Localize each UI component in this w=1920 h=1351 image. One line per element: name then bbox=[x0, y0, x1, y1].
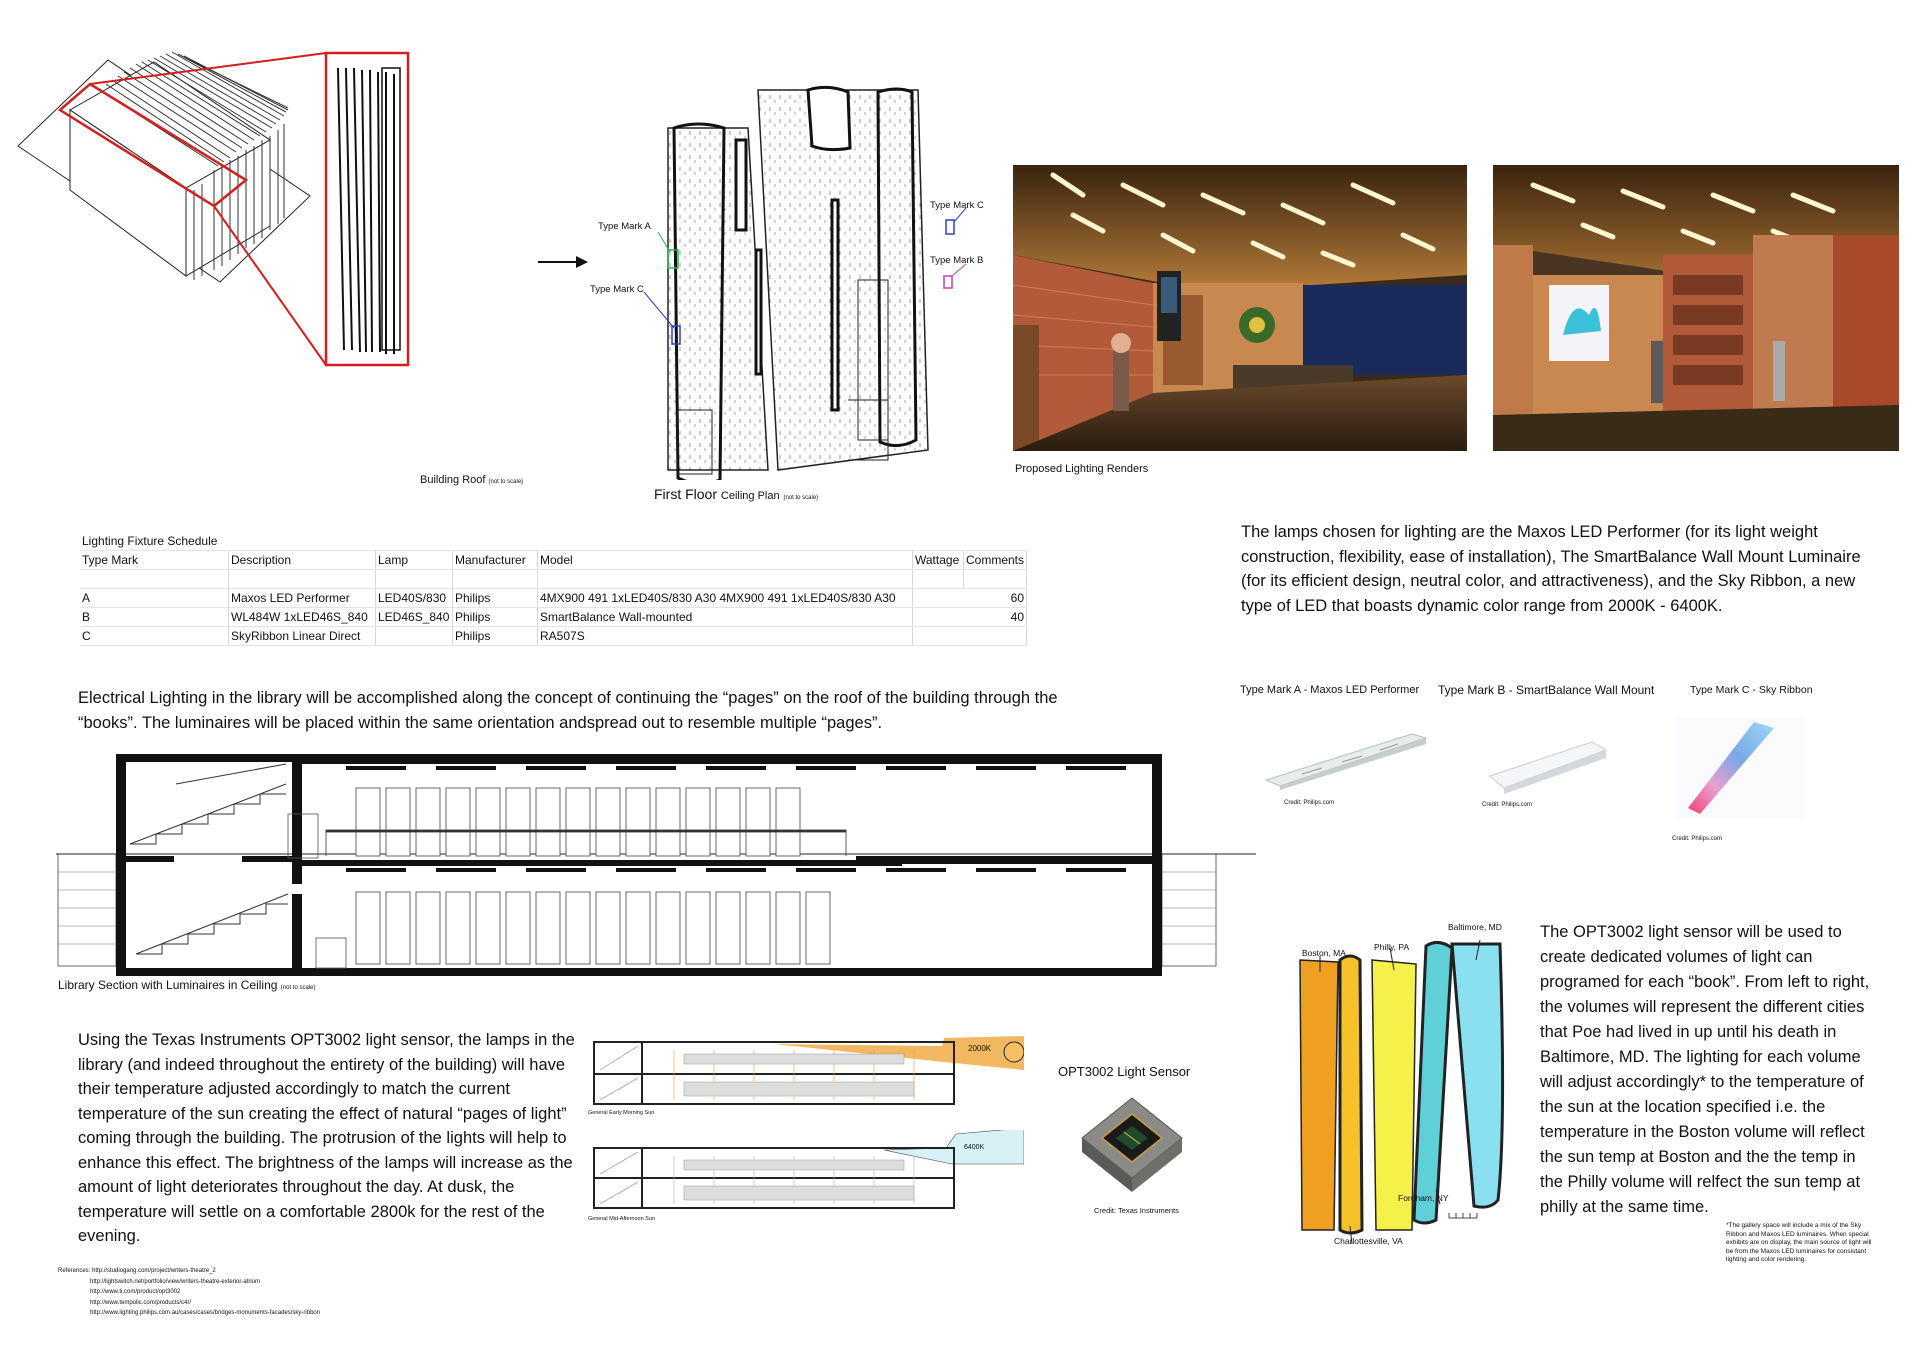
schedule-header: Model bbox=[538, 551, 913, 570]
credit-philips-b: Credit: Philips.com bbox=[1482, 802, 1533, 808]
lighting-render-left bbox=[1013, 165, 1467, 451]
city-baltimore-label: Baltimore, MD bbox=[1448, 922, 1502, 932]
city-boston-label: Boston, MA bbox=[1302, 948, 1346, 958]
opt-sensor-title: OPT3002 Light Sensor bbox=[1058, 1064, 1191, 1079]
lamps-chosen-text: The lamps chosen for lighting are the Maxos LED Performer (for its light weight construction, flexibility, ease of installation), The SmartBalance Wall Mount Luminaire (for its efficient design, neutral color, and attractiveness), and the Sky Ribbon, a new type of LED that boasts dynamic color range from 2000K - 6400K. bbox=[1241, 523, 1861, 615]
mid-afternoon-sun-diagram bbox=[584, 1130, 1024, 1226]
table-row: B WL484W 1xLED46S_840 LED46S_840 Philips SmartBalance Wall-mounted 40 bbox=[80, 608, 1027, 627]
plan-mark-a-label: Type Mark A bbox=[598, 221, 651, 232]
library-section-drawing bbox=[56, 744, 1256, 984]
schedule-header: Description bbox=[229, 551, 376, 570]
gallery-note: *The gallery space will include a mix of the Sky Ribbon and Maxos LED luminaires. When special exhibits are on display, the main source of light will be from the Maxos LED luminaires for consistant lighting and color rendering. bbox=[1726, 1222, 1872, 1263]
library-section-caption: Library Section with Luminaires in Ceiling (not to scale) bbox=[58, 978, 316, 992]
reference-link[interactable]: http://www.ti.com/product/opt3002 bbox=[90, 1289, 181, 1295]
building-roof-caption: Building Roof (not to scale) bbox=[420, 474, 524, 486]
smartbalance-wall-mount-image bbox=[1488, 738, 1608, 794]
scale-bar-icon bbox=[1448, 1210, 1478, 1220]
sensor-text: Using the Texas Instruments OPT3002 light sensor, the lamps in the library (and indeed throughout the entirety of the building) will have their temperature adjusted accordingly to match the current temperature of the sun creating the effect of natural “pages of light” coming through the building. The protrusion of the lights will help to enhance this effect. The brightness of the lamps will increase as the amount of light deteriorates throughout the day. At dusk, the temperature will settle on a comfortable 2800k for the rest of the evening. bbox=[78, 1031, 575, 1245]
building-roof-isometric bbox=[14, 40, 524, 400]
reference-link[interactable]: http://lightswitch.net/portfolio/view/writers-theatre-exterior-atrium bbox=[90, 1278, 261, 1285]
table-row: C SkyRibbon Linear Direct Philips RA507S bbox=[80, 627, 1027, 646]
opt3002-sensor-image bbox=[1072, 1088, 1192, 1198]
first-floor-plan-caption: First Floor Ceiling Plan (not to scale) bbox=[654, 486, 819, 502]
city-fordham-label: Fordham, NY bbox=[1398, 1193, 1449, 1203]
schedule-header: Manufacturer bbox=[453, 551, 538, 570]
type-mark-b-label: Type Mark B - SmartBalance Wall Mount bbox=[1438, 683, 1655, 697]
schedule-title: Lighting Fixture Schedule bbox=[80, 532, 1027, 551]
schedule-header: Wattage bbox=[913, 551, 964, 570]
references bbox=[58, 1266, 418, 1319]
plan-mark-b-label: Type Mark B bbox=[930, 255, 984, 266]
afternoon-sun-caption: General Mid-Afternoon Sun bbox=[588, 1216, 655, 1222]
lighting-render-right bbox=[1493, 165, 1899, 451]
plan-mark-c-left-label: Type Mark C bbox=[590, 284, 644, 295]
credit-philips-a: Credit: Philips.com bbox=[1284, 800, 1335, 806]
credit-ti: Credit: Texas Instruments bbox=[1094, 1206, 1179, 1215]
schedule-header: Lamp bbox=[376, 551, 453, 570]
temp-2000-label: 2000K bbox=[968, 1044, 992, 1053]
plan-mark-c-right-label: Type Mark C bbox=[930, 200, 984, 211]
credit-philips-c: Credit: Philips.com bbox=[1672, 836, 1723, 842]
type-mark-a-label: Type Mark A - Maxos LED Performer bbox=[1240, 684, 1420, 696]
morning-sun-caption: General Early Morning Sun bbox=[588, 1110, 655, 1116]
schedule-header: Type Mark bbox=[80, 551, 229, 570]
maxos-led-performer-image bbox=[1262, 730, 1432, 790]
schedule-table bbox=[80, 532, 1027, 646]
lighting-fixture-schedule bbox=[80, 532, 1027, 646]
reference-link[interactable]: http://www.lighting.philips.com.au/cases/cases/bridges-monuments-facades/sky-ribbon bbox=[90, 1310, 321, 1316]
reference-link[interactable]: http://www.tempolic.com/products/c4r/ bbox=[90, 1299, 192, 1306]
renders-caption: Proposed Lighting Renders bbox=[1015, 463, 1149, 475]
electrical-lighting-text: Electrical Lighting in the library will be accomplished along the concept of continuing the “pages” on the roof of the building through the “books”. The luminaires will be placed within the same orientation andspread out to resemble multiple “pages”. bbox=[78, 689, 1058, 732]
schedule-header-row bbox=[80, 551, 1027, 570]
temp-6400-label: 6400K bbox=[964, 1144, 985, 1151]
arrow-right-icon bbox=[538, 254, 588, 270]
volumes-text: The OPT3002 light sensor will be used to create dedicated volumes of light can programed for each “book”. From left to right, the volumes will represent the different cities that Poe had lived in up until his death in Baltimore, MD. The lighting for each volume will adjust accordingly* to the temperature of the sun at the location specified i.e. the temperature in the Boston volume will reflect the sun temp at Boston and the the temp in the Philly volume will relfect the sun temp at philly at the same time. bbox=[1540, 923, 1870, 1216]
type-mark-c-label: Type Mark C - Sky Ribbon bbox=[1690, 684, 1813, 696]
sky-ribbon-image bbox=[1676, 718, 1806, 818]
references-label: References: bbox=[58, 1268, 91, 1274]
first-floor-ceiling-plan bbox=[588, 80, 1008, 480]
city-charlottesville-label: Charlottesville, VA bbox=[1334, 1236, 1403, 1246]
city-philly-label: Philly, PA bbox=[1374, 942, 1410, 952]
schedule-header: Comments bbox=[964, 551, 1027, 570]
reference-link[interactable]: http://studiogang.com/project/writers-theatre_2 bbox=[92, 1268, 216, 1274]
table-row: A Maxos LED Performer LED40S/830 Philips 4MX900 491 1xLED40S/830 A30 4MX900 491 1xLED40S/830 A30 60 bbox=[80, 589, 1027, 608]
